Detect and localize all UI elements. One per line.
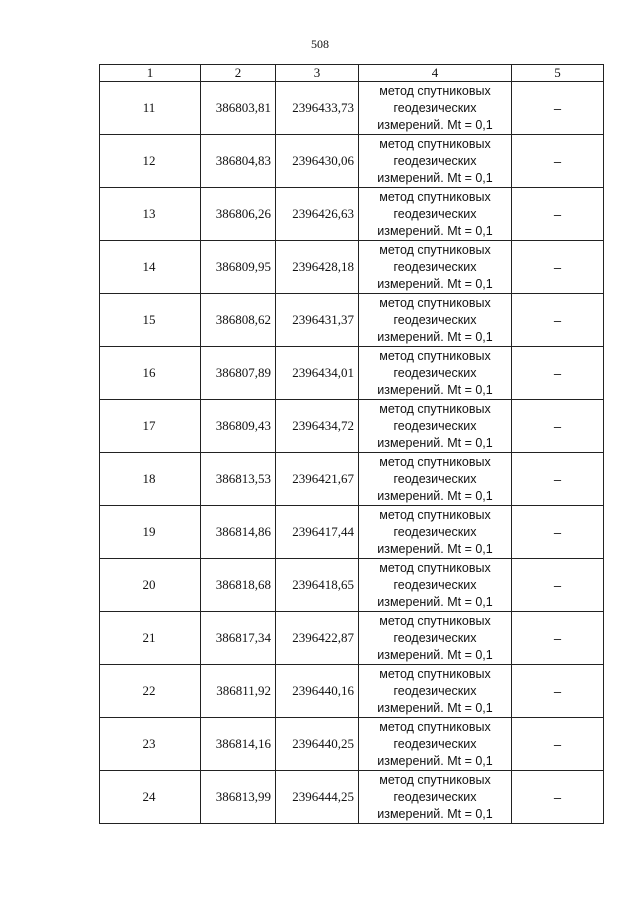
extra-cell: –	[512, 135, 604, 188]
y-coordinate-cell: 2396418,65	[276, 559, 359, 612]
y-coordinate-cell: 2396421,67	[276, 453, 359, 506]
point-number-cell: 21	[100, 612, 201, 665]
method-cell	[359, 400, 512, 453]
page-number: 508	[311, 37, 329, 51]
extra-cell: –	[512, 665, 604, 718]
y-coordinate-cell: 2396440,16	[276, 665, 359, 718]
method-line: метод спутниковых	[379, 666, 491, 681]
column-header: 5	[512, 65, 604, 82]
y-coordinate-cell: 2396430,06	[276, 135, 359, 188]
method-line: геодезических	[393, 524, 477, 539]
method-line: измерений. Mt = 0,1	[377, 276, 493, 291]
method-line: метод спутниковых	[379, 772, 491, 787]
extra-cell: –	[512, 188, 604, 241]
y-coordinate-cell: 2396444,25	[276, 771, 359, 824]
point-number-cell: 22	[100, 665, 201, 718]
y-coordinate-cell: 2396431,37	[276, 294, 359, 347]
x-coordinate-cell: 386814,86	[201, 506, 276, 559]
method-line: измерений. Mt = 0,1	[377, 700, 493, 715]
method-line: метод спутниковых	[379, 242, 491, 257]
extra-cell: –	[512, 400, 604, 453]
point-number-cell: 15	[100, 294, 201, 347]
method-line: геодезических	[393, 100, 477, 115]
method-line: измерений. Mt = 0,1	[377, 541, 493, 556]
method-line: измерений. Mt = 0,1	[377, 223, 493, 238]
method-cell	[359, 82, 512, 135]
method-line: метод спутниковых	[379, 189, 491, 204]
method-line: метод спутниковых	[379, 348, 491, 363]
table-row	[100, 718, 604, 771]
method-line: геодезических	[393, 577, 477, 592]
method-line: метод спутниковых	[379, 613, 491, 628]
x-coordinate-cell: 386813,53	[201, 453, 276, 506]
extra-cell: –	[512, 453, 604, 506]
table-row	[100, 453, 604, 506]
method-cell	[359, 771, 512, 824]
method-line: геодезических	[393, 630, 477, 645]
point-number-cell: 16	[100, 347, 201, 400]
point-number-cell: 13	[100, 188, 201, 241]
point-number-cell: 19	[100, 506, 201, 559]
column-header: 4	[359, 65, 512, 82]
extra-cell: –	[512, 771, 604, 824]
point-number-cell: 17	[100, 400, 201, 453]
column-header: 3	[276, 65, 359, 82]
method-line: измерений. Mt = 0,1	[377, 117, 493, 132]
method-cell	[359, 612, 512, 665]
table-row	[100, 82, 604, 135]
table-row	[100, 612, 604, 665]
extra-cell: –	[512, 294, 604, 347]
method-line: геодезических	[393, 418, 477, 433]
coordinates-table	[99, 64, 604, 824]
point-number-cell: 11	[100, 82, 201, 135]
extra-cell: –	[512, 241, 604, 294]
table-row	[100, 506, 604, 559]
x-coordinate-cell: 386807,89	[201, 347, 276, 400]
table-row	[100, 241, 604, 294]
method-line: измерений. Mt = 0,1	[377, 488, 493, 503]
y-coordinate-cell: 2396422,87	[276, 612, 359, 665]
x-coordinate-cell: 386814,16	[201, 718, 276, 771]
method-cell	[359, 453, 512, 506]
x-coordinate-cell: 386818,68	[201, 559, 276, 612]
table-row	[100, 400, 604, 453]
table-row	[100, 559, 604, 612]
x-coordinate-cell: 386817,34	[201, 612, 276, 665]
table-row	[100, 665, 604, 718]
y-coordinate-cell: 2396434,72	[276, 400, 359, 453]
y-coordinate-cell: 2396428,18	[276, 241, 359, 294]
point-number-cell: 18	[100, 453, 201, 506]
method-cell	[359, 559, 512, 612]
y-coordinate-cell: 2396433,73	[276, 82, 359, 135]
table-row	[100, 135, 604, 188]
method-line: геодезических	[393, 365, 477, 380]
table-body	[100, 82, 604, 824]
method-line: измерений. Mt = 0,1	[377, 594, 493, 609]
method-cell	[359, 294, 512, 347]
method-line: измерений. Mt = 0,1	[377, 753, 493, 768]
method-line: метод спутниковых	[379, 454, 491, 469]
method-line: метод спутниковых	[379, 560, 491, 575]
method-line: геодезических	[393, 259, 477, 274]
method-line: измерений. Mt = 0,1	[377, 382, 493, 397]
method-line: измерений. Mt = 0,1	[377, 170, 493, 185]
table-row	[100, 771, 604, 824]
x-coordinate-cell: 386808,62	[201, 294, 276, 347]
method-cell	[359, 506, 512, 559]
method-line: геодезических	[393, 789, 477, 804]
method-cell	[359, 188, 512, 241]
table-row	[100, 294, 604, 347]
extra-cell: –	[512, 82, 604, 135]
y-coordinate-cell: 2396434,01	[276, 347, 359, 400]
extra-cell: –	[512, 559, 604, 612]
method-line: геодезических	[393, 312, 477, 327]
extra-cell: –	[512, 506, 604, 559]
method-line: метод спутниковых	[379, 295, 491, 310]
table-header-row	[100, 65, 604, 82]
column-header: 1	[100, 65, 201, 82]
x-coordinate-cell: 386811,92	[201, 665, 276, 718]
method-cell	[359, 135, 512, 188]
method-line: измерений. Mt = 0,1	[377, 647, 493, 662]
table-row	[100, 188, 604, 241]
y-coordinate-cell: 2396426,63	[276, 188, 359, 241]
method-line: метод спутниковых	[379, 401, 491, 416]
y-coordinate-cell: 2396440,25	[276, 718, 359, 771]
method-line: метод спутниковых	[379, 136, 491, 151]
x-coordinate-cell: 386803,81	[201, 82, 276, 135]
x-coordinate-cell: 386809,43	[201, 400, 276, 453]
method-line: геодезических	[393, 683, 477, 698]
x-coordinate-cell: 386813,99	[201, 771, 276, 824]
x-coordinate-cell: 386806,26	[201, 188, 276, 241]
method-cell	[359, 718, 512, 771]
method-line: геодезических	[393, 736, 477, 751]
method-cell	[359, 665, 512, 718]
method-line: метод спутниковых	[379, 83, 491, 98]
x-coordinate-cell: 386809,95	[201, 241, 276, 294]
method-line: геодезических	[393, 153, 477, 168]
point-number-cell: 24	[100, 771, 201, 824]
method-line: метод спутниковых	[379, 719, 491, 734]
extra-cell: –	[512, 612, 604, 665]
table-row	[100, 347, 604, 400]
method-line: геодезических	[393, 471, 477, 486]
x-coordinate-cell: 386804,83	[201, 135, 276, 188]
method-line: геодезических	[393, 206, 477, 221]
method-line: метод спутниковых	[379, 507, 491, 522]
method-cell	[359, 347, 512, 400]
extra-cell: –	[512, 347, 604, 400]
method-line: измерений. Mt = 0,1	[377, 435, 493, 450]
point-number-cell: 12	[100, 135, 201, 188]
y-coordinate-cell: 2396417,44	[276, 506, 359, 559]
extra-cell: –	[512, 718, 604, 771]
method-line: измерений. Mt = 0,1	[377, 806, 493, 821]
point-number-cell: 23	[100, 718, 201, 771]
method-cell	[359, 241, 512, 294]
method-line: измерений. Mt = 0,1	[377, 329, 493, 344]
point-number-cell: 14	[100, 241, 201, 294]
point-number-cell: 20	[100, 559, 201, 612]
column-header: 2	[201, 65, 276, 82]
